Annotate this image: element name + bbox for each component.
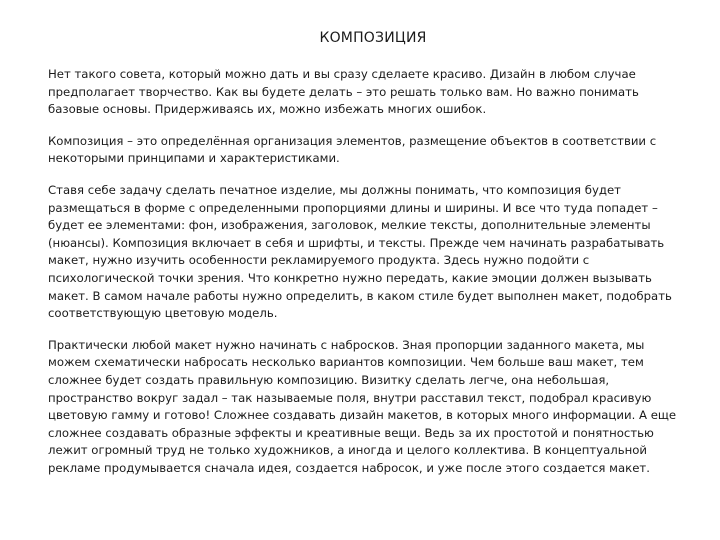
- page-title: КОМПОЗИЦИЯ: [319, 30, 427, 46]
- document-page: [48, 30, 678, 477]
- paragraph-print-task: Ставя себе задачу сделать печатное изделие, мы должны понимать, что композиция будет размещаться в форме с определенными пропорциями длины и ширины. И все что туда попадет – будет ее элементами: фон, изображения, заголовок, мелкие тексты, дополнительные элементы (нюансы). Композиция включает в себя и шрифты, и тексты. Прежде чем начинать разрабатывать макет, нужно изучить особенности рекламируемого продукта. Здесь нужно подойти с психологической точки зрения. Что конкретно нужно передать, какие эмоции должен вызывать макет. В самом начале работы нужно определить, в каком стиле будет выполнен макет, подобрать соответствующую цветовую модель.: [48, 182, 672, 321]
- paragraph-definition: Композиция – это определённая организация элементов, размещение объектов в соответствии с некоторыми принципами и характеристиками.: [48, 133, 657, 166]
- paragraph-sketches: Практически любой макет нужно начинать с набросков. Зная пропорции заданного макета, мы можем схематически набросать несколько вариантов композиции. Чем больше ваш макет, тем сложнее будет создать правильную композицию. Визитку сделать легче, она небольшая, пространство вокруг задал – так называемые поля, внутри расставил текст, подобрал красивую цветовую гамму и готово! Сложнее создавать дизайн макетов, в которых много информации. А еще сложнее создавать образные эффекты и креативные вещи. Ведь за их простотой и понятностью лежит огромный труд не только художников, а иногда и целого коллектива. В концептуальной рекламе продумывается сначала идея, создается набросок, и уже после этого создается макет.: [48, 337, 677, 475]
- paragraph-intro: Нет такого совета, который можно дать и вы сразу сделаете красиво. Дизайн в любом случае предполагает творчество. Как вы будете делать – это решать только вам. Но важно понимать базовые основы. Придерживаясь их, можно избежать многих ошибок.: [48, 67, 639, 117]
